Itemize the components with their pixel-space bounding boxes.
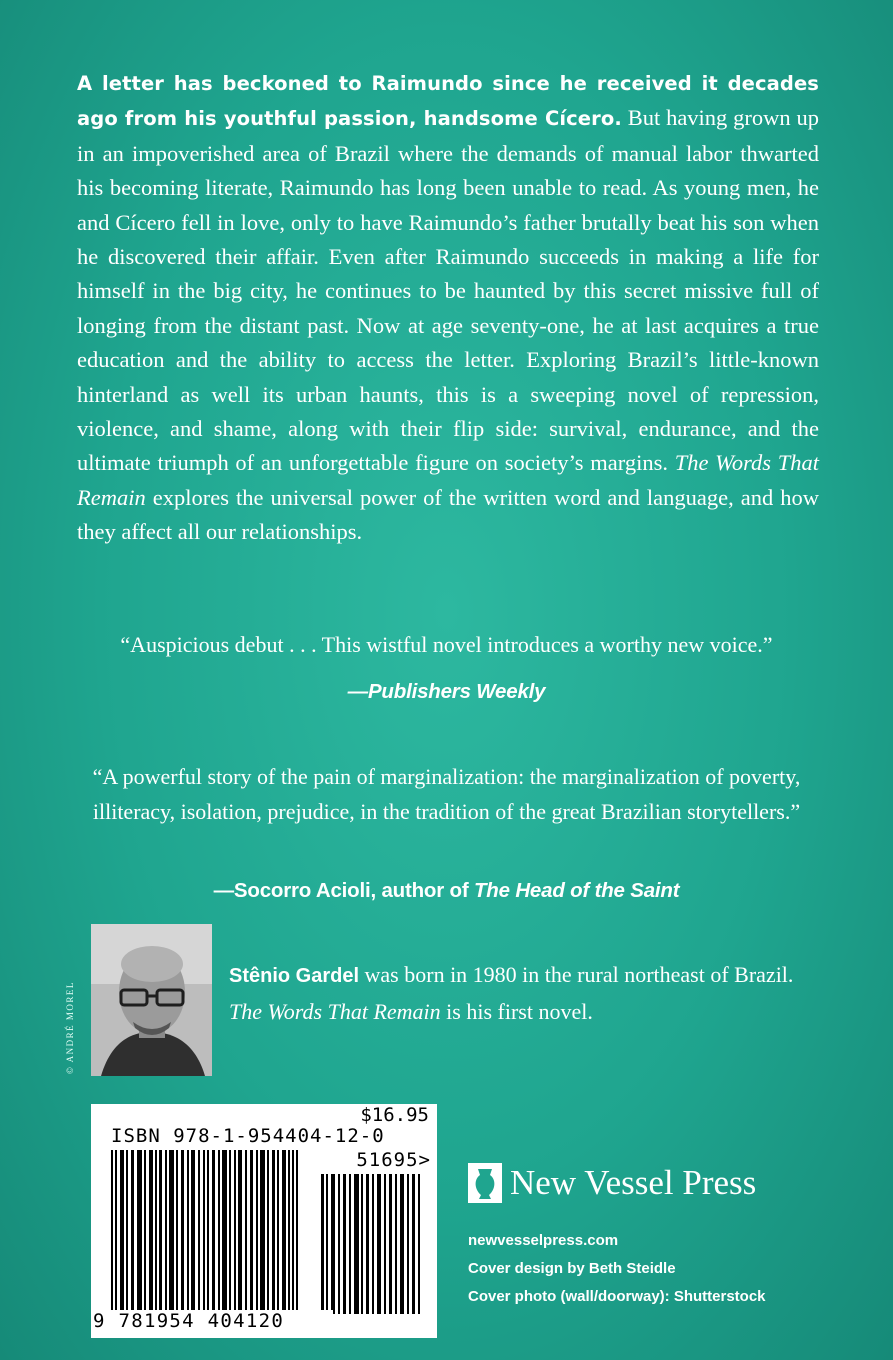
review-attribution-1: —Publishers Weekly xyxy=(347,680,546,703)
author-name: Stênio Gardel xyxy=(229,965,360,987)
vessel-logo-icon xyxy=(468,1163,502,1203)
author-photo xyxy=(91,924,212,1076)
review-quote-1: “Auspicious debut . . . This wistful novel introduces a worthy new voice.” xyxy=(120,632,773,657)
description-lead: A letter has beckoned to Raimundo since he received it decades ago from his youthful passion, handsome Cícero. xyxy=(77,72,819,131)
cover-photo-credit: Cover photo (wall/doorway): Shutterstock xyxy=(468,1288,766,1305)
publisher-info xyxy=(468,1227,766,1311)
publisher-website: newvesselpress.com xyxy=(468,1232,619,1249)
isbn-barcode xyxy=(91,1104,437,1338)
ean-bars xyxy=(111,1150,311,1320)
isbn-number: ISBN 978-1-954404-12-0 xyxy=(111,1125,385,1147)
attribution-author: —Socorro Acioli, author of xyxy=(213,879,474,902)
review-attribution-2 xyxy=(0,879,893,903)
price-bars xyxy=(321,1174,431,1314)
book-description xyxy=(77,66,819,550)
author-bio xyxy=(229,957,839,1030)
review-quote-2: “A powerful story of the pain of marginalization: the marginalization of poverty, illiteracy, isolation, prejudice, in the tradition of the great Brazilian storytellers.” xyxy=(92,764,801,824)
publisher-name: New Vessel Press xyxy=(510,1163,757,1202)
description-body: But having grown up in an impoverished area of Brazil where the demands of manual labor thwarted his becoming literate, Raimundo has long been unable to read. As young men, he and Cícero fell in love, only to have Raimundo’s father brutally beat his son when he discovered their affair. Even after Raimundo succeeds in making a life for himself in the big city, he continues to be haunted by this secret missive full of longing from the distant past. Now at age seventy-one, he at last acquires a true education and the ability to access the letter. Exploring Brazil’s little-known hinterland as well its urban haunts, this is a sweeping novel of repression, violence, and shame, along with their flip side: survival, endurance, and the ultimate triumph of an unforgettable figure on society’s margins. xyxy=(77,105,819,476)
price-code: 51695> xyxy=(356,1149,431,1171)
bio-tail: is his first novel. xyxy=(440,999,593,1024)
description-book-title: The Words That Remain xyxy=(77,450,820,510)
bio-text: was born in 1980 in the rural northeast of Brazil. xyxy=(359,962,794,987)
bio-book-title: The Words That Remain xyxy=(229,999,441,1024)
attribution-book-title: The Head of the Saint xyxy=(473,879,680,902)
photo-credit: © ANDRÉ MOREL xyxy=(65,981,75,1074)
description-body-end: explores the universal power of the written word and language, and how they affect all our relationships. xyxy=(77,484,819,545)
price-label: $16.95 xyxy=(360,1104,429,1126)
ean-digits: 9 781954 404120 xyxy=(93,1310,333,1332)
cover-design-credit: Cover design by Beth Steidle xyxy=(468,1260,676,1277)
